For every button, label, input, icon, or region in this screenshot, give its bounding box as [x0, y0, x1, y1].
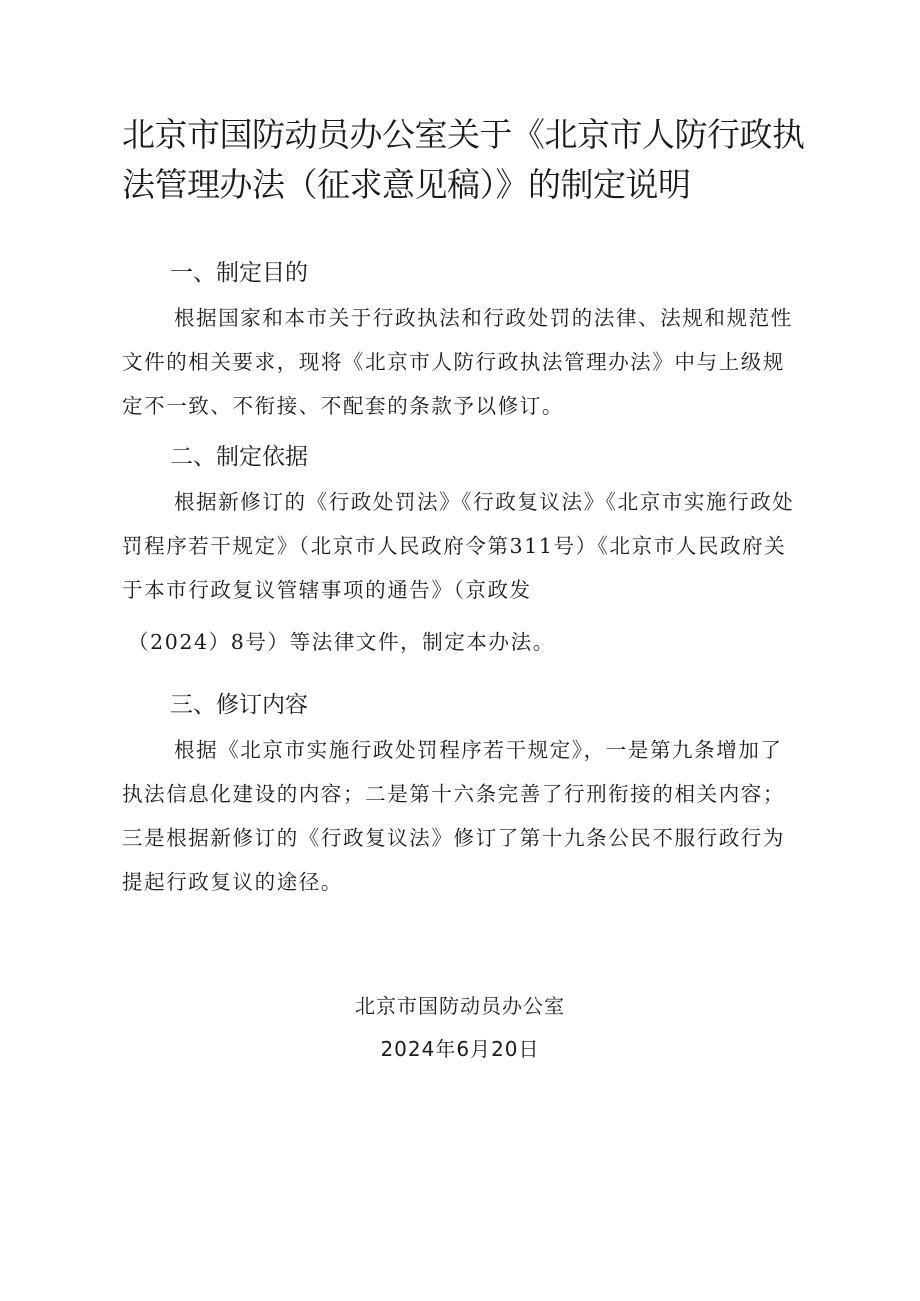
signature-organization: 北京市国防动员办公室: [355, 994, 565, 1018]
section-body-purpose: 根据国家和本市关于行政执法和行政处罚的法律、法规和规范性文件的相关要求，现将《北京市人防行政执法管理办法》中与上级规定不一致、不衔接、不配套的条款予以修订。: [122, 306, 793, 418]
section-heading-revision: 三、修订内容: [170, 692, 308, 718]
section-body-basis: 根据新修订的《行政处罚法》《行政复议法》《北京市实施行政处罚程序若干规定》（北京市人民政府令第311号）《北京市人民政府关于本市行政复议管辖事项的通告》（京政发: [122, 490, 795, 602]
section-body-basis-continued: （2024）8号）等法律文件，制定本办法。: [128, 630, 555, 654]
section-heading-basis: 二、制定依据: [170, 444, 308, 470]
document-title: 北京市国防动员办公室关于《北京市人防行政执法管理办法（征求意见稿）》的制定说明: [122, 115, 805, 204]
section-body-revision: 根据《北京市实施行政处罚程序若干规定》，一是第九条增加了执法信息化建设的内容；二是第十六条完善了行刑衔接的相关内容；三是根据新修订的《行政复议法》修订了第十九条公民不服行政行为提起行政复议的途径。: [122, 738, 785, 894]
section-heading-purpose: 一、制定目的: [170, 260, 308, 286]
signature-date: 2024年6月20日: [380, 1037, 540, 1061]
